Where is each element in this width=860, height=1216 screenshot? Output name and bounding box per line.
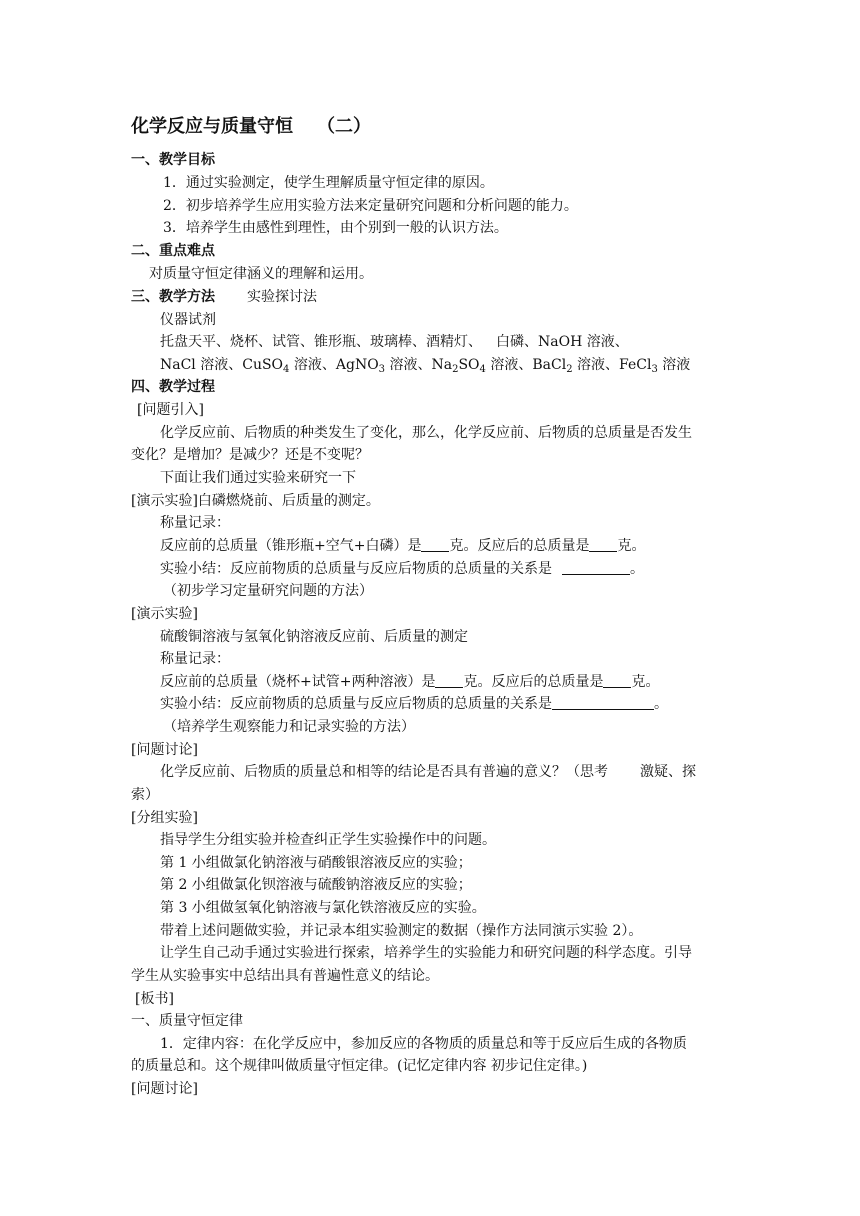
question-intro-p2: 变化？是增加？是减少？还是不变呢？ — [131, 447, 369, 463]
section-3-line — [131, 287, 317, 307]
record-text: 克。 — [617, 538, 646, 554]
law-p2: 的质量总和。这个规律叫做质量守恒定律。(记忆定律内容 初步记住定律。) — [131, 1058, 588, 1074]
objective-3: 3．培养学生由感性到理性，由个别到一般的认识方法。 — [163, 220, 508, 236]
subscript: 2 — [452, 364, 459, 375]
record-text: 克。反应后的总质量是 — [449, 538, 590, 554]
reagent-text: 溶液、Na — [385, 357, 453, 373]
section-3-heading: 三、教学方法 — [131, 289, 215, 305]
group-note: 带着上述问题做实验，并记录本组实验测定的数据（操作方法同演示实验 2）。 — [160, 923, 643, 939]
subscript: 4 — [479, 364, 486, 375]
demo-2-tag: [演示实验] — [131, 606, 198, 622]
doc-title — [131, 115, 371, 139]
group-item-2: 第 2 小组做氯化钡溶液与硫酸钠溶液反应的实验； — [160, 877, 472, 893]
reagent-text: NaCl 溶液、CuSO — [160, 357, 284, 373]
group-p2: 学生从实验事实中总结出具有普遍性意义的结论。 — [131, 968, 439, 984]
group-item-1: 第 1 小组做氯化钠溶液与硝酸银溶液反应的实验； — [160, 855, 472, 871]
section-4-heading: 四、教学过程 — [131, 379, 215, 395]
group-p1: 让学生自己动手通过实验进行探索，培养学生的实验能力和研究问题的科学态度。引导 — [160, 945, 692, 961]
discuss-2-tag: [问题讨论] — [131, 1081, 198, 1097]
title-main: 化学反应与质量守恒 — [131, 116, 293, 137]
subscript: 3 — [651, 364, 658, 375]
title-suffix: （二） — [317, 116, 371, 137]
blank-field — [562, 560, 630, 575]
equipment-label: 仪器试剂 — [160, 312, 216, 328]
discuss-text: 化学反应前、后物质的质量总和相等的结论是否具有普遍的意义？（思考 — [160, 764, 608, 780]
discuss-tag: [问题讨论] — [131, 742, 198, 758]
summary-text: 。 — [654, 696, 668, 712]
blank-field — [603, 673, 631, 688]
question-intro-p1: 化学反应前、后物质的种类发生了变化，那么，化学反应前、后物质的总质量是否发生 — [160, 425, 692, 441]
summary-text: 实验小结：反应前物质的总质量与反应后物质的总质量的关系是 — [160, 696, 552, 712]
equipment-line-2 — [160, 355, 690, 380]
demo-1-summary — [160, 559, 644, 579]
reagent-text: 溶液、BaCl — [485, 357, 567, 373]
demo-2-weigh: 称量记录： — [160, 651, 230, 667]
demo-2-note: （培养学生观察能力和记录实验的方法） — [163, 719, 415, 735]
objective-1: 1．通过实验测定，使学生理解质量守恒定律的原因。 — [163, 175, 494, 191]
group-tag: [分组实验] — [131, 810, 198, 826]
objective-2: 2．初步培养学生应用实验方法来定量研究问题和分析问题的能力。 — [163, 198, 578, 214]
discuss-text: 激疑、探 — [640, 764, 696, 780]
board-heading: 一、质量守恒定律 — [131, 1013, 243, 1029]
equipment-list-a: 托盘天平、烧杯、试管、锥形瓶、玻璃棒、酒精灯、 — [160, 334, 482, 350]
reagent-text: SO — [458, 357, 480, 373]
section-2-heading: 二、重点难点 — [131, 243, 215, 259]
reagent-text: 溶液、FeCl — [572, 357, 652, 373]
demo-2-summary — [160, 694, 668, 714]
question-intro-tag: [问题引入] — [137, 402, 204, 418]
group-intro: 指导学生分组实验并检查纠正学生实验操作中的问题。 — [160, 832, 496, 848]
record-text: 反应前的总质量（锥形瓶+空气+白磷）是 — [160, 538, 422, 554]
subscript: 4 — [283, 364, 290, 375]
blank-field — [421, 537, 449, 552]
question-intro-p3: 下面让我们通过实验来研究一下 — [160, 470, 356, 486]
reagent-text: 溶液、AgNO — [289, 357, 379, 373]
subscript: 3 — [378, 364, 386, 375]
blank-field — [552, 695, 654, 710]
blank-field — [435, 673, 463, 688]
equipment-line-1 — [160, 332, 629, 352]
record-text: 克。反应后的总质量是 — [463, 674, 604, 690]
section-1-heading: 一、教学目标 — [131, 152, 215, 168]
blank-field — [589, 537, 617, 552]
discuss-p1 — [160, 762, 696, 782]
reagent-text: 溶液 — [657, 357, 691, 373]
discuss-p2: 索） — [131, 787, 159, 803]
summary-text: 。 — [630, 561, 644, 577]
teaching-method: 实验探讨法 — [247, 289, 317, 305]
demo-1-record — [160, 536, 645, 556]
demo-1-note: （初步学习定量研究问题的方法） — [163, 583, 373, 599]
key-points-text: 对质量守恒定律涵义的理解和运用。 — [149, 266, 373, 282]
demo-2-title: 硫酸铜溶液与氢氧化钠溶液反应前、后质量的测定 — [160, 629, 468, 645]
record-text: 克。 — [631, 674, 660, 690]
record-text: 反应前的总质量（烧杯+试管+两种溶液）是 — [160, 674, 436, 690]
subscript: 2 — [566, 364, 573, 375]
demo-1-tag: [演示实验]白磷燃烧前、后质量的测定。 — [131, 493, 380, 509]
law-p1: 1．定律内容：在化学反应中，参加反应的各物质的质量总和等于反应后生成的各物质 — [160, 1036, 687, 1052]
summary-text: 实验小结：反应前物质的总质量与反应后物质的总质量的关系是 — [160, 561, 552, 577]
board-tag: [板书] — [135, 991, 174, 1007]
equipment-list-b: 白磷、NaOH 溶液、 — [496, 334, 629, 350]
group-item-3: 第 3 小组做氢氧化钠溶液与氯化铁溶液反应的实验。 — [160, 900, 486, 916]
demo-2-record — [160, 672, 659, 692]
demo-1-weigh: 称量记录： — [160, 515, 230, 531]
